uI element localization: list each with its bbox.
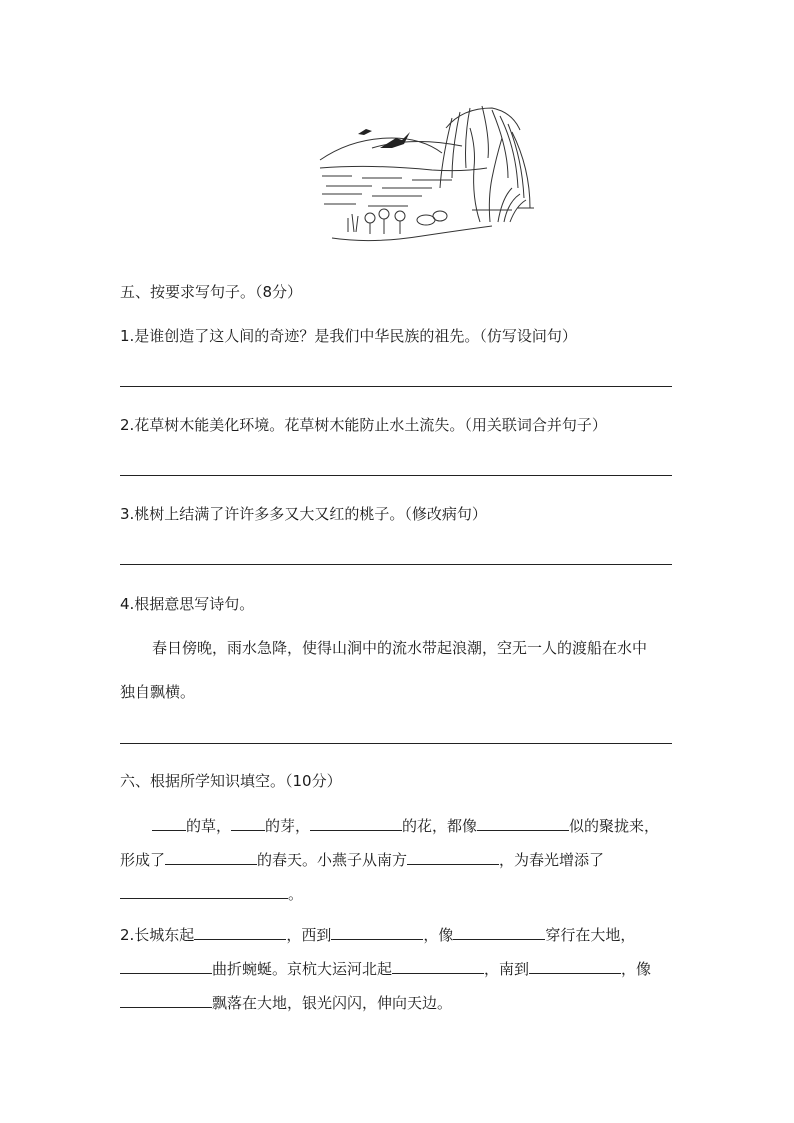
blank[interactable] [407, 848, 499, 865]
fill-paragraph-1: 的草， 的芽， 的花，都像 似的聚拢来， 形成了 的春天。小燕子从南方 ，为春光增添了 。 [120, 809, 676, 911]
blank[interactable] [529, 957, 621, 974]
fill-paragraph-2: 2.长城东起 ，西到 ，像 穿行在大地， 曲折蜿蜒。京杭大运河北起 ，南到 ，像 飘落在大地，银光闪闪，伸向天边。 [120, 918, 676, 1020]
spring-scene-illustration [312, 98, 560, 258]
answer-line-2[interactable] [120, 475, 672, 476]
poem-meaning-line2: 独自飘横。 [120, 683, 196, 701]
blank[interactable] [152, 814, 186, 831]
question-2: 2.花草树木能美化环境。花草树木能防止水土流失。（用关联词合并句子） [120, 416, 607, 434]
answer-line-4[interactable] [120, 743, 672, 744]
question-3: 3.桃树上结满了许许多多又大又红的桃子。（修改病句） [120, 505, 487, 523]
question-4: 4.根据意思写诗句。 [120, 595, 255, 613]
blank[interactable] [120, 957, 212, 974]
answer-line-1[interactable] [120, 386, 672, 387]
question-1: 1.是谁创造了这人间的奇迹？是我们中华民族的祖先。（仿写设问句） [120, 327, 577, 345]
blank[interactable] [231, 814, 265, 831]
section6-heading: 六、根据所学知识填空。（10分） [120, 772, 342, 790]
poem-meaning-line1: 春日傍晚，雨水急降，使得山涧中的流水带起浪潮，空无一人的渡船在水中 [152, 639, 648, 657]
blank[interactable] [120, 991, 212, 1008]
answer-line-3[interactable] [120, 564, 672, 565]
swallow-small-icon [358, 129, 372, 135]
blank[interactable] [453, 923, 545, 940]
swallow-large-icon [380, 132, 410, 148]
blank[interactable] [120, 882, 288, 899]
blank[interactable] [392, 957, 484, 974]
blank[interactable] [477, 814, 569, 831]
blank[interactable] [331, 923, 423, 940]
blank[interactable] [310, 814, 402, 831]
blank[interactable] [194, 923, 286, 940]
section5-heading: 五、按要求写句子。（8分） [120, 283, 303, 301]
blank[interactable] [165, 848, 257, 865]
